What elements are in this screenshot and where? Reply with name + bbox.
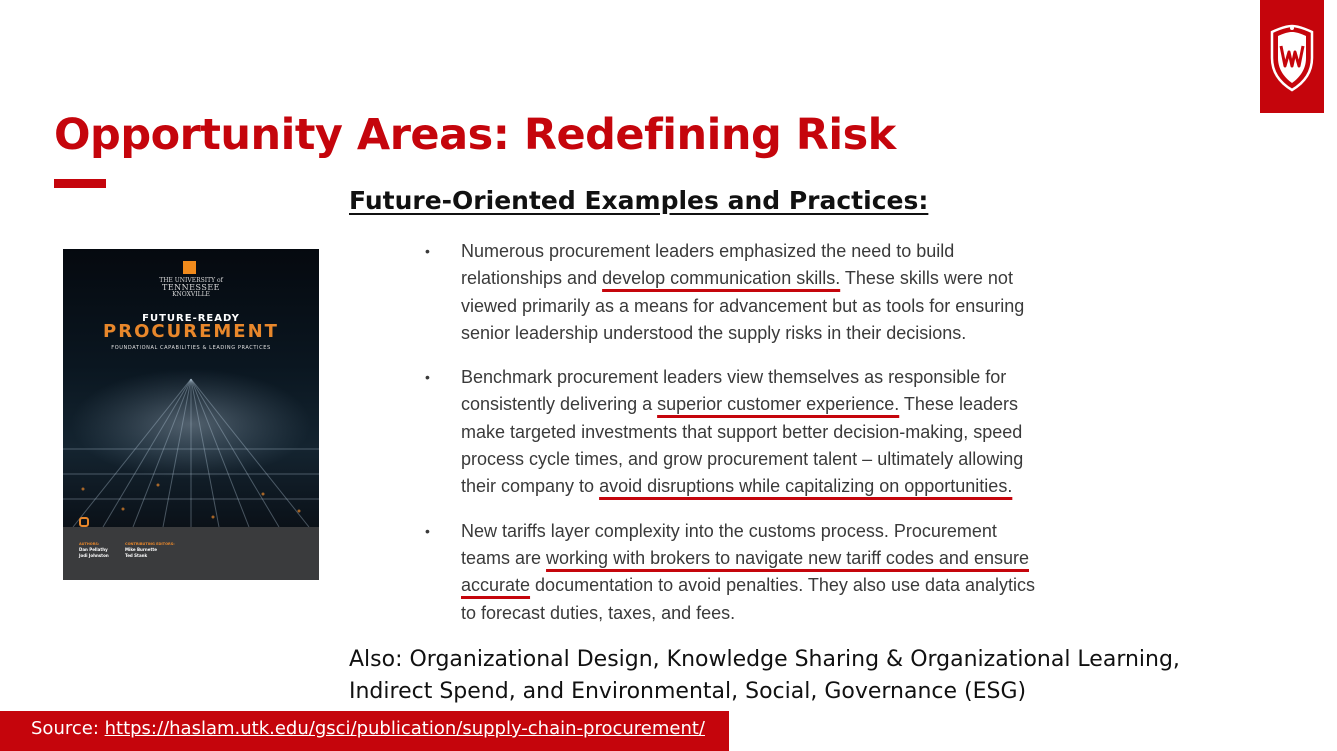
- highlighted-phrase: develop communication skills.: [602, 268, 841, 289]
- list-item: • Benchmark procurement leaders view themselves as responsible for consistently delivering a superior customer experience. These leaders make targeted investments that support better decision-making, speed process cycle times, and grow procurement talent – ultimately allowing their company to avoid disruptions while capitalizing on opportunities.: [425, 364, 1045, 500]
- cover-subtitle: FOUNDATIONAL CAPABILITIES & LEADING PRACTICES: [111, 345, 271, 351]
- bullet-icon: •: [425, 522, 430, 539]
- book-cover-image: [63, 249, 319, 580]
- title-accent-bar: [54, 179, 106, 188]
- cover-authors: AUTHORS: Dan Pellathy Jodi Johnston: [79, 542, 109, 558]
- cover-logo-icon: [79, 517, 89, 527]
- list-item: • New tariffs layer complexity into the customs process. Procurement teams are working with brokers to navigate new tariff codes and ensure accurate documentation to avoid penalties. They also use data analytics to forecast duties, taxes, and fees.: [425, 518, 1045, 627]
- also-text: Also: Organizational Design, Knowledge Sharing & Organizational Learning, Indirect Spend, and Environmental, Social, Governance (ESG): [349, 647, 1180, 704]
- cover-university: THE UNIVERSITY of TENNESSEE KNOXVILLE: [159, 277, 223, 298]
- source-link[interactable]: https://haslam.utk.edu/gsci/publication/supply-chain-procurement/: [104, 718, 705, 739]
- university-logo: [1260, 0, 1324, 113]
- cover-title: PROCUREMENT: [103, 321, 279, 342]
- uw-crest-icon: [1266, 22, 1318, 94]
- page-title: Opportunity Areas: Redefining Risk: [54, 110, 896, 160]
- source-citation: [31, 718, 705, 739]
- university-emblem-icon: [183, 261, 196, 274]
- source-footer: [0, 711, 729, 751]
- highlighted-phrase: avoid disruptions while capitalizing on opportunities.: [599, 476, 1013, 497]
- highlighted-phrase: superior customer experience.: [657, 394, 900, 415]
- excerpt-list: [425, 238, 1045, 627]
- highlighted-phrase: working with brokers to navigate new tariff codes and ensure accurate: [461, 547, 1029, 596]
- source-label: Source:: [31, 718, 105, 739]
- bullet-icon: •: [425, 369, 430, 386]
- list-item: • Numerous procurement leaders emphasized the need to build relationships and develop communication skills. These skills were not viewed primarily as a means for advancement but as tools for ensuring senior leadership understood the supply risks in their decisions.: [425, 238, 1045, 347]
- cover-editors: CONTRIBUTING EDITORS: Mike Burnette Ted Stank: [125, 542, 175, 558]
- cover-footer: [63, 527, 319, 580]
- cover-kicker: FUTURE-READY: [142, 313, 240, 324]
- bullet-icon: •: [425, 243, 430, 259]
- section-heading: Future-Oriented Examples and Practices:: [349, 186, 929, 215]
